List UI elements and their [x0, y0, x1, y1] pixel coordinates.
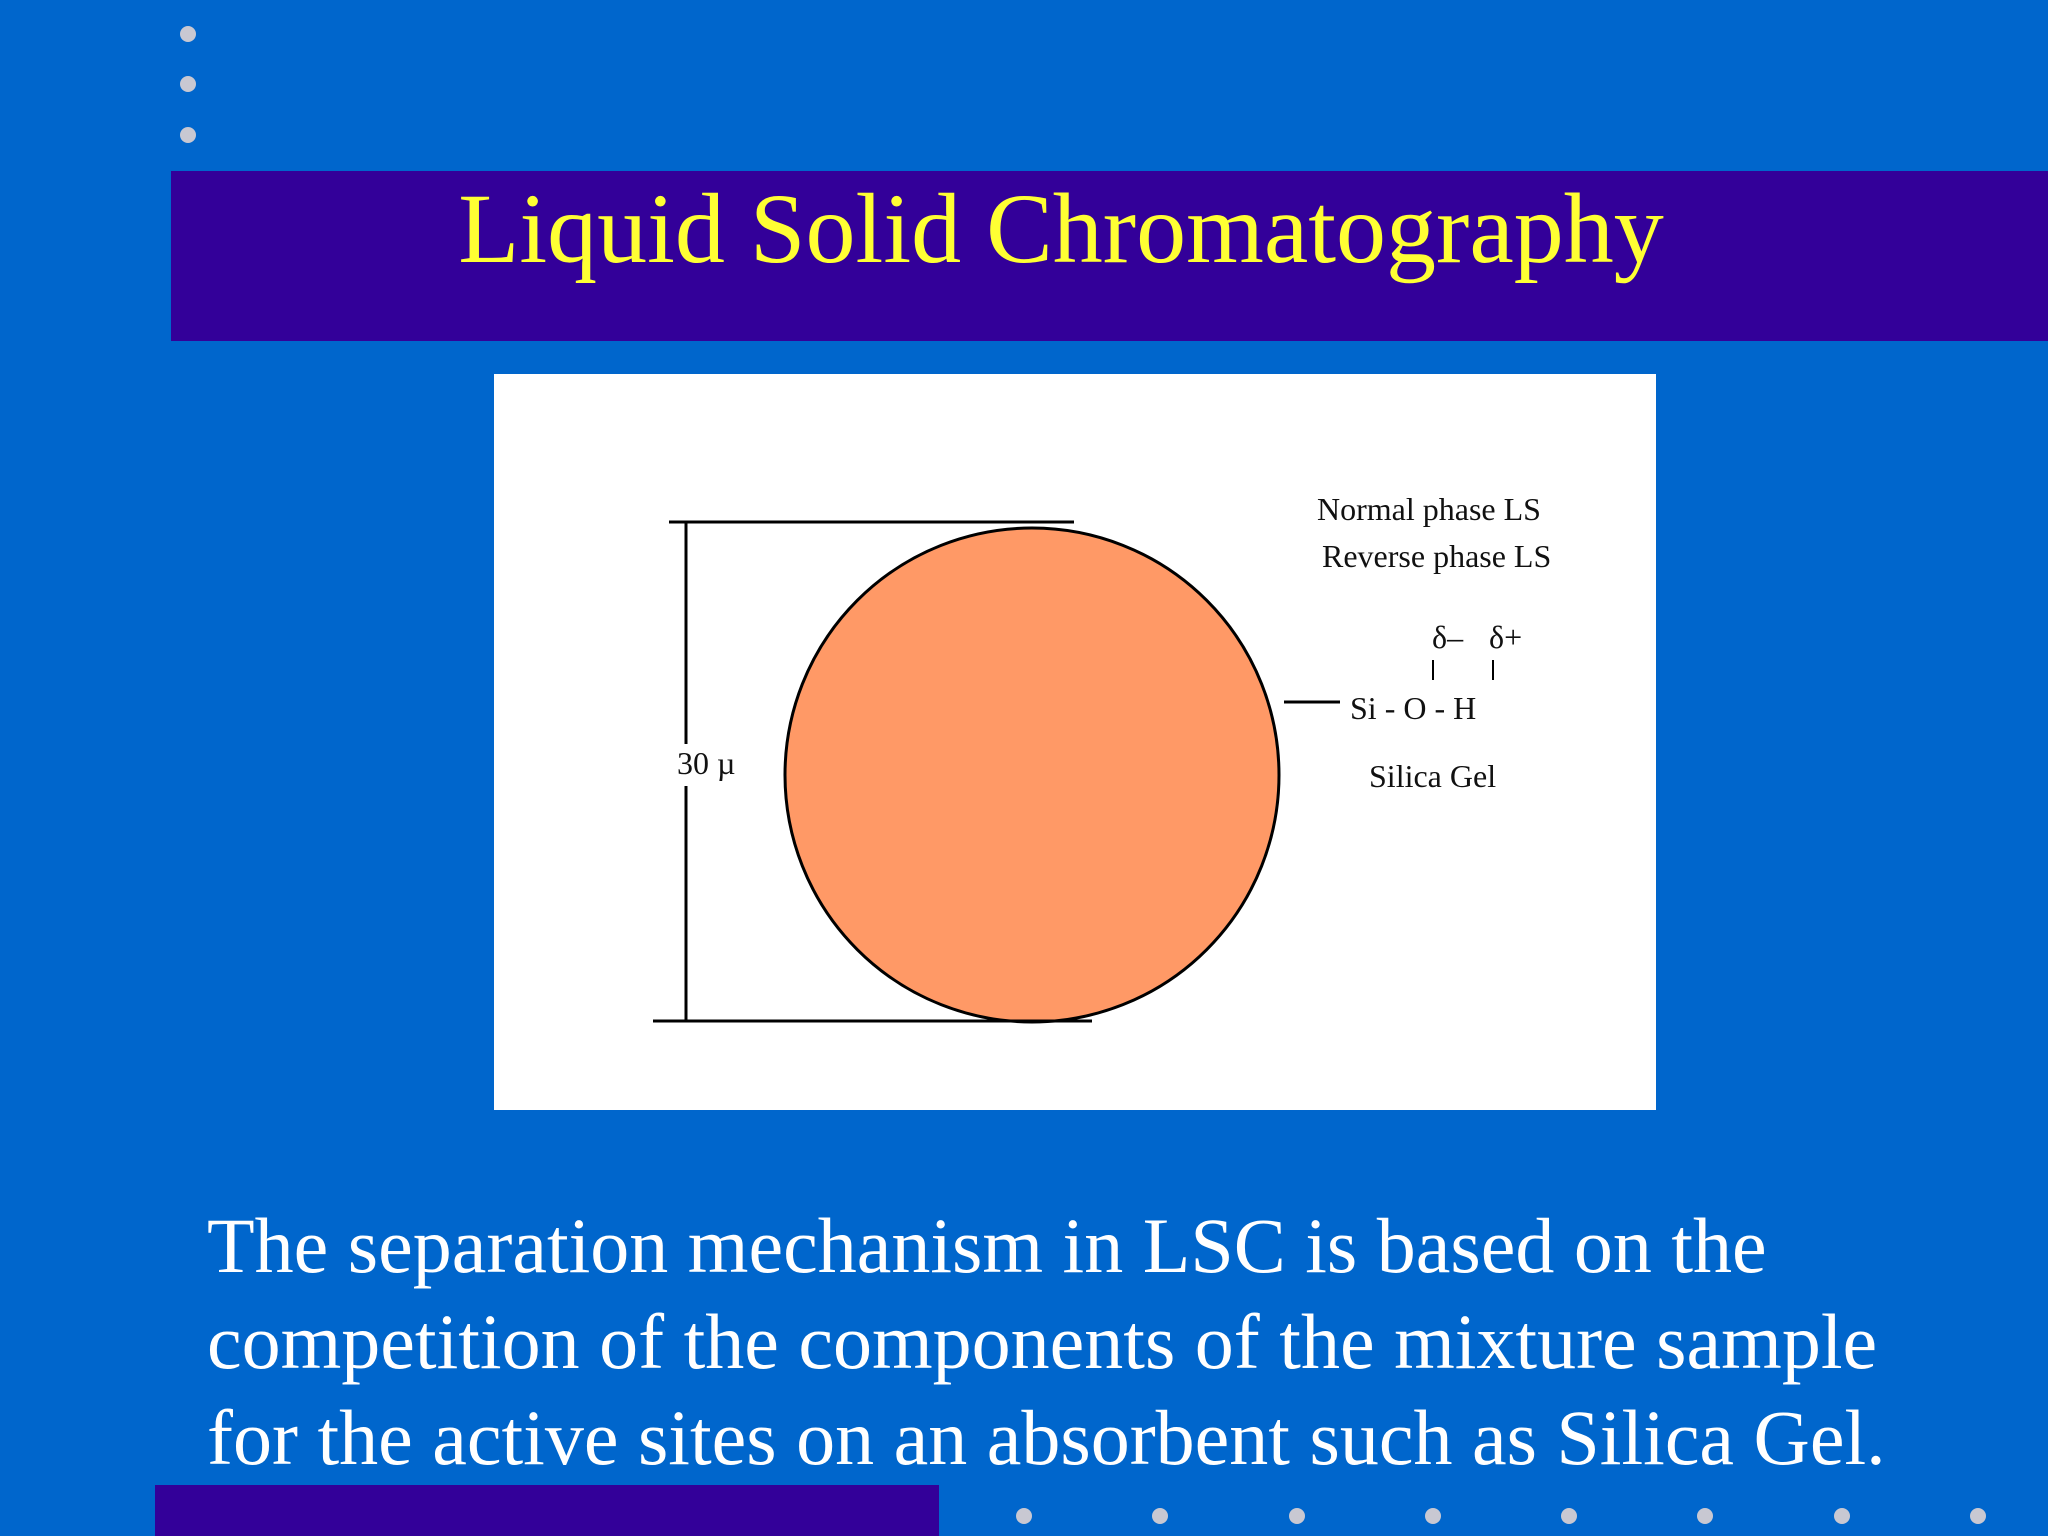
silica-gel-label: Silica Gel [1369, 758, 1497, 794]
decor-dot [180, 76, 196, 92]
figure-drawing [494, 374, 1656, 1110]
decor-dot [1561, 1508, 1577, 1524]
body-line: for the active sites on an absorbent such as Silica Gel. [207, 1394, 1886, 1481]
normal-phase-label: Normal phase LS [1317, 491, 1541, 527]
reverse-phase-label: Reverse phase LS [1322, 538, 1552, 574]
diameter-label: 30 µ [677, 745, 736, 781]
decor-dot [1697, 1508, 1713, 1524]
decor-dot [180, 127, 196, 143]
silica-particle-figure [494, 374, 1656, 1110]
silica-particle [785, 528, 1279, 1022]
slide-title: Liquid Solid Chromatography [458, 173, 1664, 284]
decor-dot [1834, 1508, 1850, 1524]
silanol-formula: Si - O - H [1350, 690, 1477, 726]
partial-positive-label: δ+ [1489, 619, 1523, 655]
footer-bar [155, 1485, 939, 1536]
body-line: competition of the components of the mixture sample [207, 1298, 1878, 1385]
slide-body [207, 1198, 2007, 1486]
decor-dot [1425, 1508, 1441, 1524]
decor-dot [1970, 1508, 1986, 1524]
body-line: The separation mechanism in LSC is based on the [207, 1202, 1767, 1289]
decor-dot [1016, 1508, 1032, 1524]
partial-negative-label: δ– [1432, 619, 1464, 655]
decor-dot [1152, 1508, 1168, 1524]
decor-dot [1289, 1508, 1305, 1524]
decor-dot [180, 26, 196, 42]
title-bar [171, 171, 2048, 341]
